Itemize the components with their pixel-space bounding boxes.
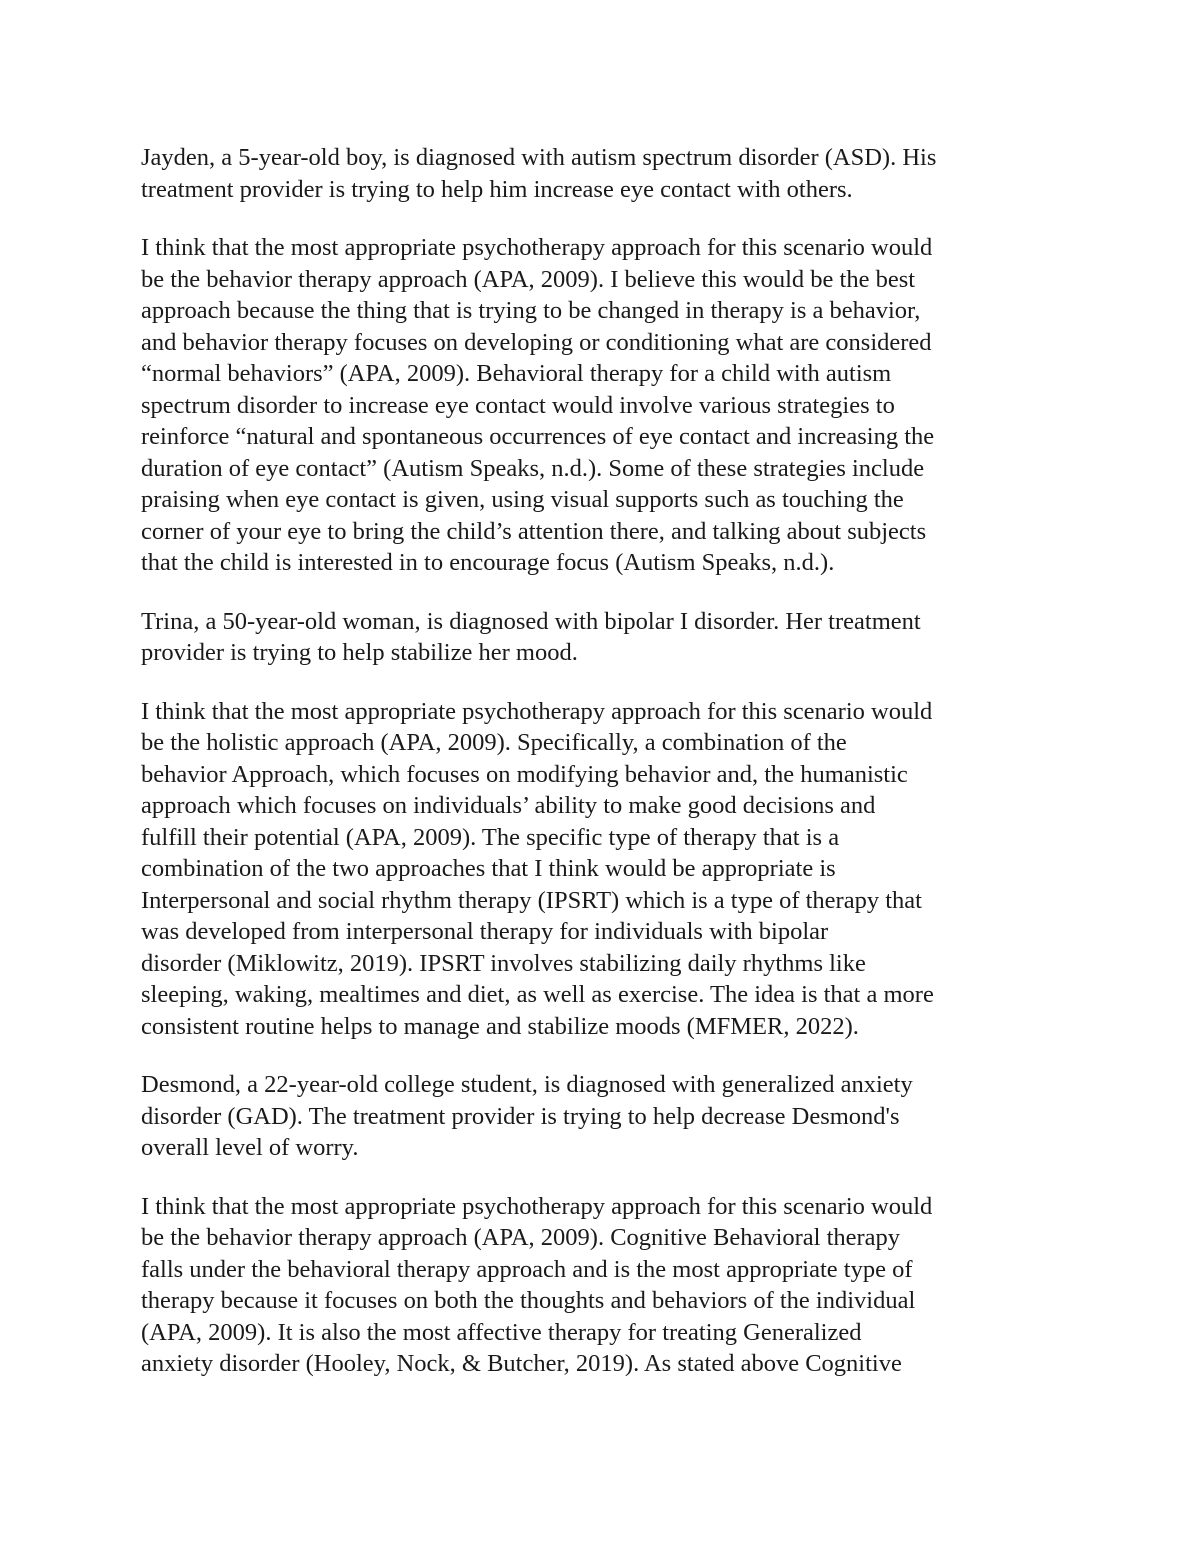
text-line: disorder (GAD). The treatment provider is trying to help decrease Desmond's xyxy=(141,1102,900,1130)
text-line: (APA, 2009). It is also the most affective therapy for treating Generalized xyxy=(141,1318,862,1346)
paragraph-response-desmond xyxy=(141,1191,1061,1380)
paragraph-scenario-trina xyxy=(141,606,1061,669)
text-line: duration of eye contact” (Autism Speaks, n.d.). Some of these strategies include xyxy=(141,454,925,482)
text-line: fulfill their potential (APA, 2009). The specific type of therapy that is a xyxy=(141,823,840,851)
text-line: approach because the thing that is trying to be changed in therapy is a behavior, xyxy=(141,297,921,324)
text-line: be the behavior therapy approach (APA, 2009). Cognitive Behavioral therapy xyxy=(141,1224,901,1251)
text-line: that the child is interested in to encourage focus (Autism Speaks, n.d.). xyxy=(141,549,835,576)
text-line: behavior Approach, which focuses on modifying behavior and, the humanistic xyxy=(141,760,908,788)
text-line: therapy because it focuses on both the thoughts and behaviors of the individual xyxy=(141,1287,916,1314)
text-line: reinforce “natural and spontaneous occurrences of eye contact and increasing the xyxy=(141,423,935,450)
text-line: praising when eye contact is given, using visual supports such as touching the xyxy=(141,486,904,513)
text-line: overall level of worry. xyxy=(141,1134,359,1161)
text-line: was developed from interpersonal therapy for individuals with bipolar xyxy=(141,918,829,945)
text-line: be the holistic approach (APA, 2009). Specifically, a combination of the xyxy=(141,729,847,756)
text-line: I think that the most appropriate psychotherapy approach for this scenario would xyxy=(141,697,933,725)
paragraph-response-trina xyxy=(141,696,1061,1043)
paragraph-scenario-desmond xyxy=(141,1069,1061,1164)
text-line: be the behavior therapy approach (APA, 2009). I believe this would be the best xyxy=(141,265,916,293)
text-line: falls under the behavioral therapy approach and is the most appropriate type of xyxy=(141,1255,913,1283)
text-line: spectrum disorder to increase eye contact would involve various strategies to xyxy=(141,391,895,419)
text-line: treatment provider is trying to help him increase eye contact with others. xyxy=(141,175,853,203)
text-line: disorder (Miklowitz, 2019). IPSRT involves stabilizing daily rhythms like xyxy=(141,949,866,977)
text-line: anxiety disorder (Hooley, Nock, & Butcher, 2019). As stated above Cognitive xyxy=(141,1350,902,1377)
text-line: Trina, a 50-year-old woman, is diagnosed with bipolar I disorder. Her treatment xyxy=(141,607,921,635)
document-body xyxy=(141,142,1061,1407)
text-line: I think that the most appropriate psychotherapy approach for this scenario would xyxy=(141,1192,933,1220)
text-line: sleeping, waking, mealtimes and diet, as well as exercise. The idea is that a more xyxy=(141,981,934,1008)
text-line: approach which focuses on individuals’ ability to make good decisions and xyxy=(141,792,876,819)
text-line: and behavior therapy focuses on developing or conditioning what are considered xyxy=(141,328,932,356)
text-line: Desmond, a 22-year-old college student, is diagnosed with generalized anxiety xyxy=(141,1071,913,1098)
text-line: corner of your eye to bring the child’s attention there, and talking about subjects xyxy=(141,517,927,545)
paragraph-scenario-jayden xyxy=(141,142,1061,205)
text-line: combination of the two approaches that I think would be appropriate is xyxy=(141,855,836,882)
text-line: provider is trying to help stabilize her mood. xyxy=(141,639,578,666)
text-line: “normal behaviors” (APA, 2009). Behavioral therapy for a child with autism xyxy=(141,360,892,387)
text-line: Jayden, a 5-year-old boy, is diagnosed with autism spectrum disorder (ASD). His xyxy=(141,144,937,171)
paragraph-response-jayden xyxy=(141,232,1061,579)
text-line: Interpersonal and social rhythm therapy (IPSRT) which is a type of therapy that xyxy=(141,886,922,914)
text-line: consistent routine helps to manage and stabilize moods (MFMER, 2022). xyxy=(141,1012,859,1040)
text-line: I think that the most appropriate psychotherapy approach for this scenario would xyxy=(141,234,933,261)
